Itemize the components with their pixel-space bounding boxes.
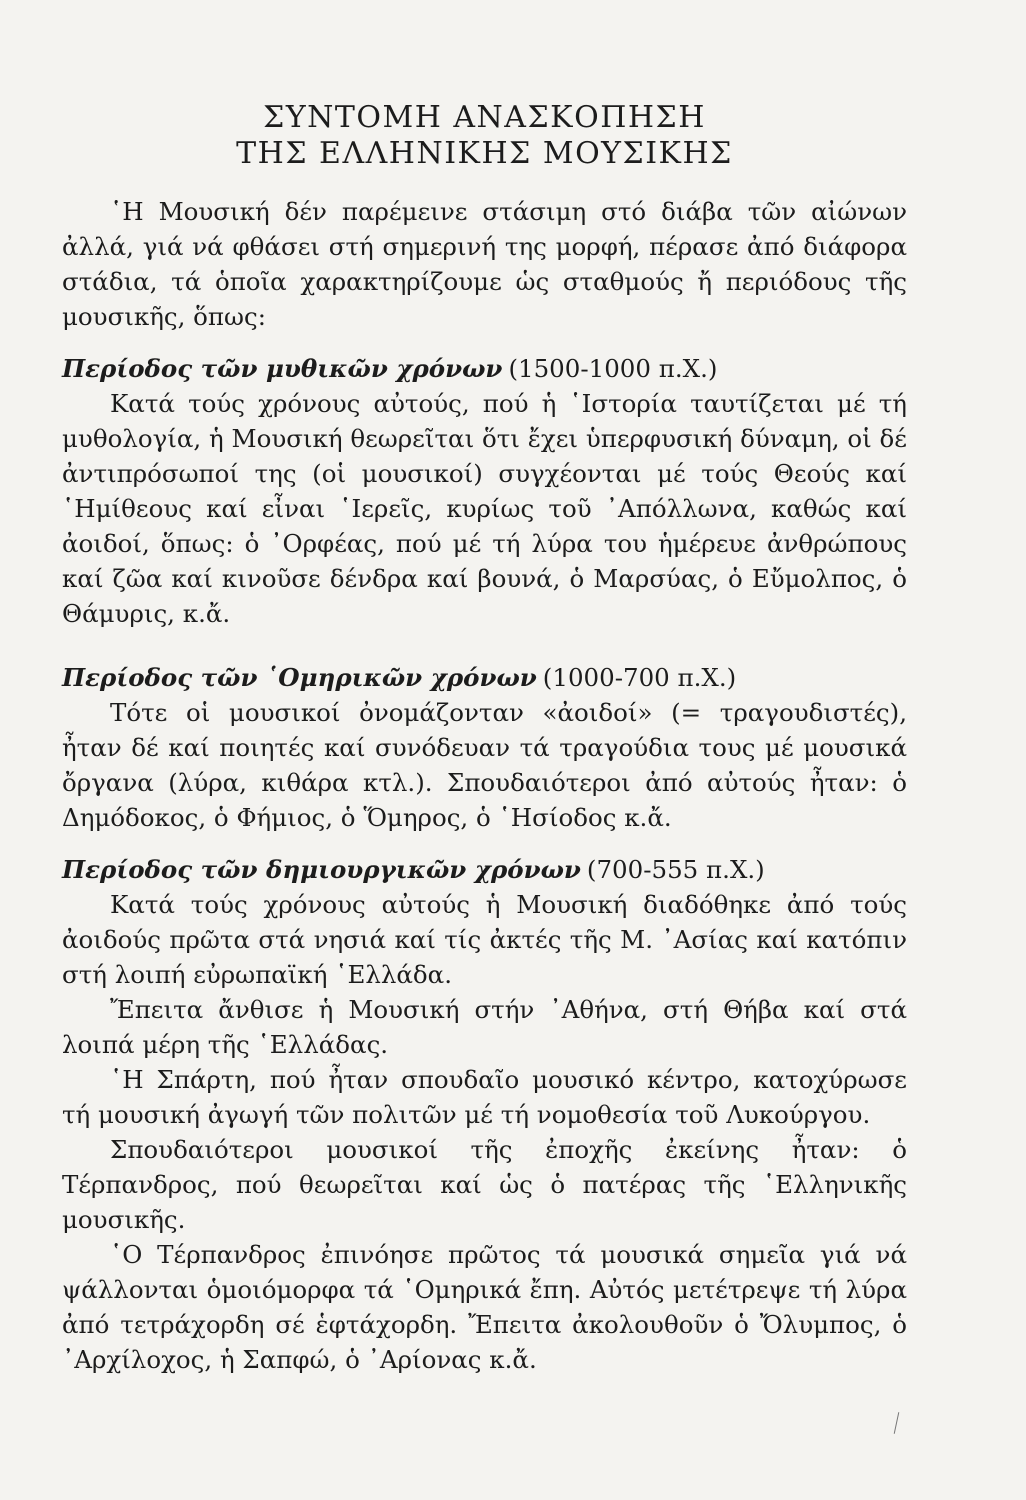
paragraph: Τότε οἱ μουσικοί ὀνομάζονταν «ἀοιδοί» (= τραγουδιστές), ἦταν δέ καί ποιητές καί συνόδευαν τά τραγούδια τους μέ μουσικά ὄργανα (λύρα, κιθάρα κτλ.). Σπουδαιότεροι ἀπό αὐτούς ἦταν: ὁ Δημόδοκος, ὁ Φήμιος, ὁ Ὅμηρος, ὁ ῾Ησίοδος κ.ἄ.: [62, 698, 907, 832]
paragraph: Σπουδαιότεροι μουσικοί τῆς ἐποχῆς ἐκείνης ἦταν: ὁ Τέρπανδρος, πού θεωρεῖται καί ὡς ὁ πατέρας τῆς ῾Ελληνικῆς μουσικῆς.: [62, 1135, 907, 1234]
section-title: Περίοδος τῶν ῾Ομηρικῶν χρόνων: [62, 663, 537, 692]
paragraph: Κατά τούς χρόνους αὐτούς ἡ Μουσική διαδόθηκε ἀπό τούς ἀοιδούς πρῶτα στά νησιά καί τίς ἀκτές τῆς Μ. ᾿Ασίας καί κατόπιν στή λοιπή εὐρωπαϊκή ῾Ελλάδα.: [62, 890, 907, 989]
margin-pencil-mark: [894, 1412, 900, 1434]
paragraph: ῾Η Σπάρτη, πού ἦταν σπουδαῖο μουσικό κέντρο, κατοχύρωσε τή μουσική ἀγωγή τῶν πολιτῶν μέ τή νομοθεσία τοῦ Λυκούργου.: [62, 1065, 907, 1129]
title-line-1: ΣΥΝΤΟΜΗ ΑΝΑΣΚΟΠΗΣΗ: [263, 100, 706, 135]
section-date-range: (1500-1000 π.Χ.): [508, 354, 718, 383]
section-title: Περίοδος τῶν δημιουργικῶν χρόνων: [62, 855, 581, 884]
section-date-range: (1000-700 π.Χ.): [542, 663, 737, 692]
paragraph: Κατά τούς χρόνους αὐτούς, πού ἡ ῾Ιστορία ταυτίζεται μέ τή μυθολογία, ἡ Μουσική θεωρεῖται ὅτι ἔχει ὑπερφυσική δύναμη, οἱ δέ ἀντιπρόσωποί της (οἱ μουσικοί) συγχέονται μέ τούς Θεούς καί ῾Ημίθεους καί εἶναι ῾Ιερεῖς, κυρίως τοῦ ᾿Απόλλωνα, καθώς καί ἀοιδοί, ὅπως: ὁ ᾿Ορφέας, πού μέ τή λύρα του ἡμέρευε ἀνθρώπους καί ζῶα καί κινοῦσε δένδρα καί βουνά, ὁ Μαρσύας, ὁ Εὔμολπος, ὁ Θάμυρις, κ.ἄ.: [62, 389, 907, 628]
section-title: Περίοδος τῶν μυθικῶν χρόνων: [62, 354, 503, 383]
paragraph: ῾Ο Τέρπανδρος ἐπινόησε πρῶτος τά μουσικά σημεῖα γιά νά ψάλλονται ὁμοιόμορφα τά ῾Ομηρικά ἔπη. Αὐτός μετέτρεψε τή λύρα ἀπό τετράχορδη σέ ἑφτάχορδη. Ἔπειτα ἀκολουθοῦν ὁ Ὄλυμπος, ὁ ᾿Αρχίλοχος, ἡ Σαπφώ, ὁ ᾿Αρίονας κ.ἄ.: [62, 1240, 907, 1374]
section-heading-mythical: [62, 351, 907, 386]
paragraph: Ἔπειτα ἄνθισε ἡ Μουσική στήν ᾿Αθήνα, στή Θήβα καί στά λοιπά μέρη τῆς ῾Ελλάδας.: [62, 995, 907, 1059]
section-heading-creative: [62, 852, 907, 887]
intro-paragraph: ῾Η Μουσική δέν παρέμεινε στάσιμη στό διάβα τῶν αἰώνων ἀλλά, γιά νά φθάσει στή σημερινή της μορφή, πέρασε ἀπό διάφορα στάδια, τά ὁποῖα χαρακτηρίζουμε ὡς σταθμούς ἤ περιόδους τῆς μουσικῆς, ὅπως:: [62, 197, 907, 331]
section-heading-homeric: [62, 660, 907, 695]
section-date-range: (700-555 π.Χ.): [586, 855, 765, 884]
chapter-title: [62, 100, 907, 172]
page: [62, 100, 907, 1377]
title-line-2: ΤΗΣ ΕΛΛΗΝΙΚΗΣ ΜΟΥΣΙΚΗΣ: [236, 136, 733, 171]
